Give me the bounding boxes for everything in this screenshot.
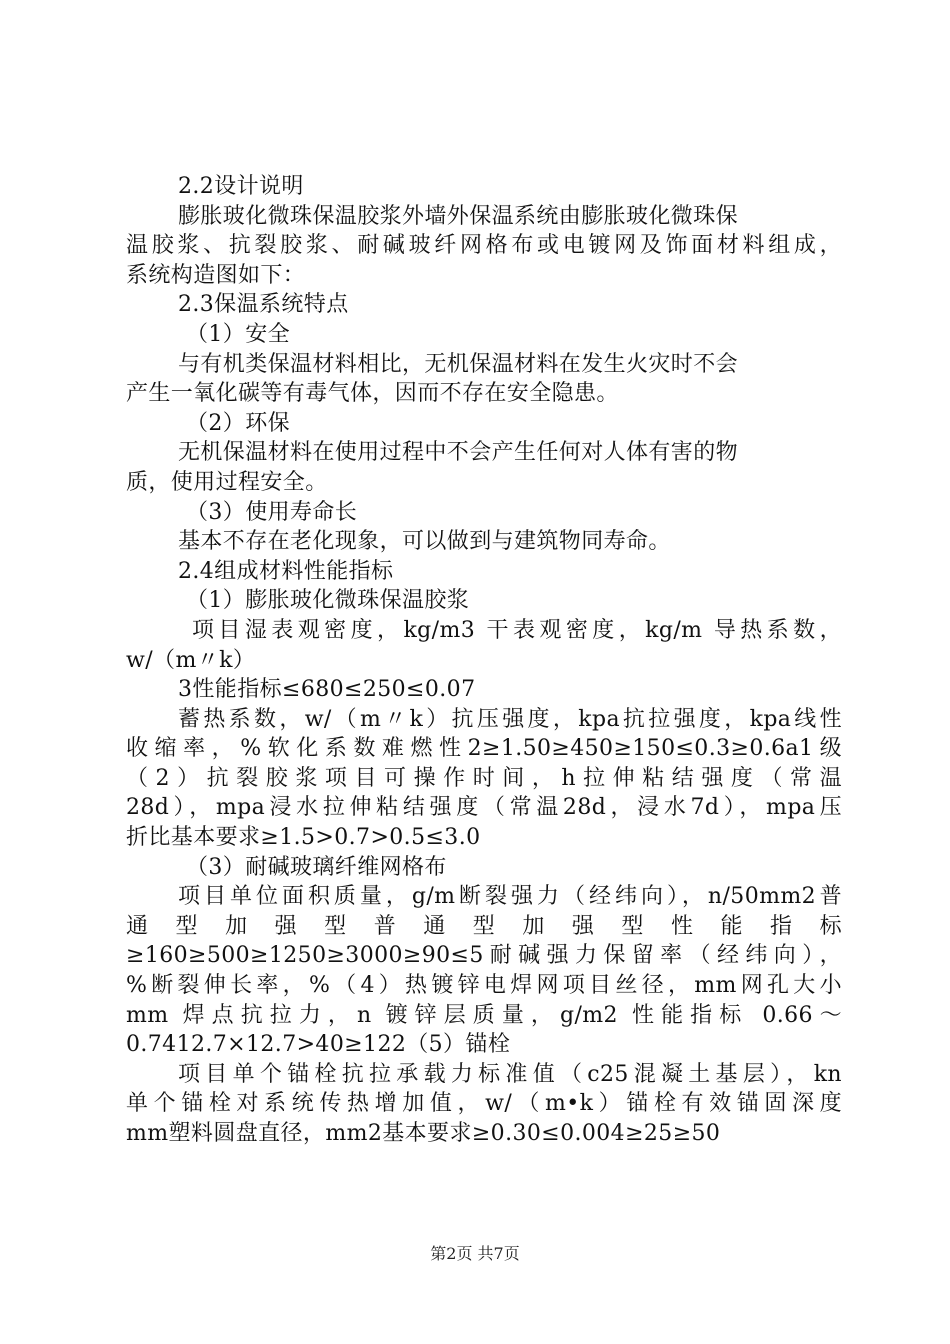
paragraph-line: 0.7412.7×12.7>40≥122（5）锚栓 [126, 1032, 511, 1058]
paragraph-line: mm塑料圆盘直径，mm2基本要求≥0.30≤0.004≥25≥50 [126, 1121, 721, 1146]
paragraph-line: 与有机类保温材料相比，无机保温材料在发生火灾时不会 [178, 351, 739, 377]
subheading-lifespan: （3）使用寿命长 [186, 499, 358, 525]
paragraph-line: 无机保温材料在使用过程中不会产生任何对人体有害的物 [178, 440, 739, 466]
paragraph-line: 系统构造图如下： [126, 262, 306, 288]
paragraph-line: ≥160≥500≥1250≥3000≥90≤5耐碱强力保留率（经纬向）， [126, 943, 842, 969]
subheading-environment: （2）环保 [186, 410, 290, 436]
paragraph-line: 项目单个锚栓抗拉承载力标准值（c25混凝土基层），kn [178, 1061, 842, 1087]
paragraph-line: 单个锚栓对系统传热增加值，w/（m•k）锚栓有效锚固深度 [126, 1091, 842, 1117]
paragraph-line: 3性能指标≤680≤250≤0.07 [178, 677, 476, 703]
paragraph-line: （2）抗裂胶浆项目可操作时间，h拉伸粘结强度（常温 [126, 765, 842, 791]
paragraph-line: 产生一氧化碳等有毒气体，因而不存在安全隐患。 [126, 381, 619, 407]
paragraph-line: %断裂伸长率，%（4）热镀锌电焊网项目丝径，mm网孔大小 [126, 973, 842, 999]
section-heading-2-2: 2.2设计说明 [178, 174, 304, 199]
paragraph-line: 基本不存在老化现象，可以做到与建筑物同寿命。 [178, 529, 671, 555]
paragraph-line: 项目单位面积质量，g/m断裂强力（经纬向），n/50mm2普 [178, 884, 842, 910]
paragraph-line: 折比基本要求≥1.5>0.7>0.5≤3.0 [126, 825, 481, 851]
subheading-safety: （1）安全 [186, 321, 290, 347]
section-heading-2-4: 2.4组成材料性能指标 [178, 558, 394, 584]
page-footer: 第2页 共7页 [430, 1244, 520, 1263]
section-heading-2-3: 2.3保温系统特点 [178, 292, 349, 318]
paragraph-line: 项目湿表观密度，kg/m3 干表观密度，kg/m 导热系数， [192, 617, 842, 643]
paragraph-line: 温胶浆、抗裂胶浆、耐碱玻纤网格布或电镀网及饰面材料组成， [126, 233, 842, 259]
paragraph-line: 收缩率，%软化系数难燃性2≥1.50≥450≥150≤0.3≥0.6a1级 [126, 736, 842, 762]
subheading-mortar: （1）膨胀玻化微珠保温胶浆 [186, 588, 470, 614]
paragraph-line: w/（m〃k） [126, 647, 256, 673]
paragraph-line: 28d），mpa浸水拉伸粘结强度（常温28d，浸水7d），mpa压 [126, 795, 842, 821]
paragraph-line: 通 型 加 强 型 普 通 型 加 强 型 性 能 指 标 [126, 913, 842, 939]
body-text [126, 172, 842, 1149]
paragraph-line: 蓄热系数，w/（m〃k）抗压强度，kpa抗拉强度，kpa线性 [178, 706, 842, 732]
paragraph-line: 膨胀玻化微珠保温胶浆外墙外保温系统由膨胀玻化微珠保 [178, 203, 739, 229]
paragraph-line: mm 焊点抗拉力，n 镀锌层质量，g/m2 性能指标 0.66～ [126, 1002, 842, 1028]
paragraph-line: 质，使用过程安全。 [126, 469, 328, 495]
subheading-mesh: （3）耐碱玻璃纤维网格布 [186, 854, 447, 880]
